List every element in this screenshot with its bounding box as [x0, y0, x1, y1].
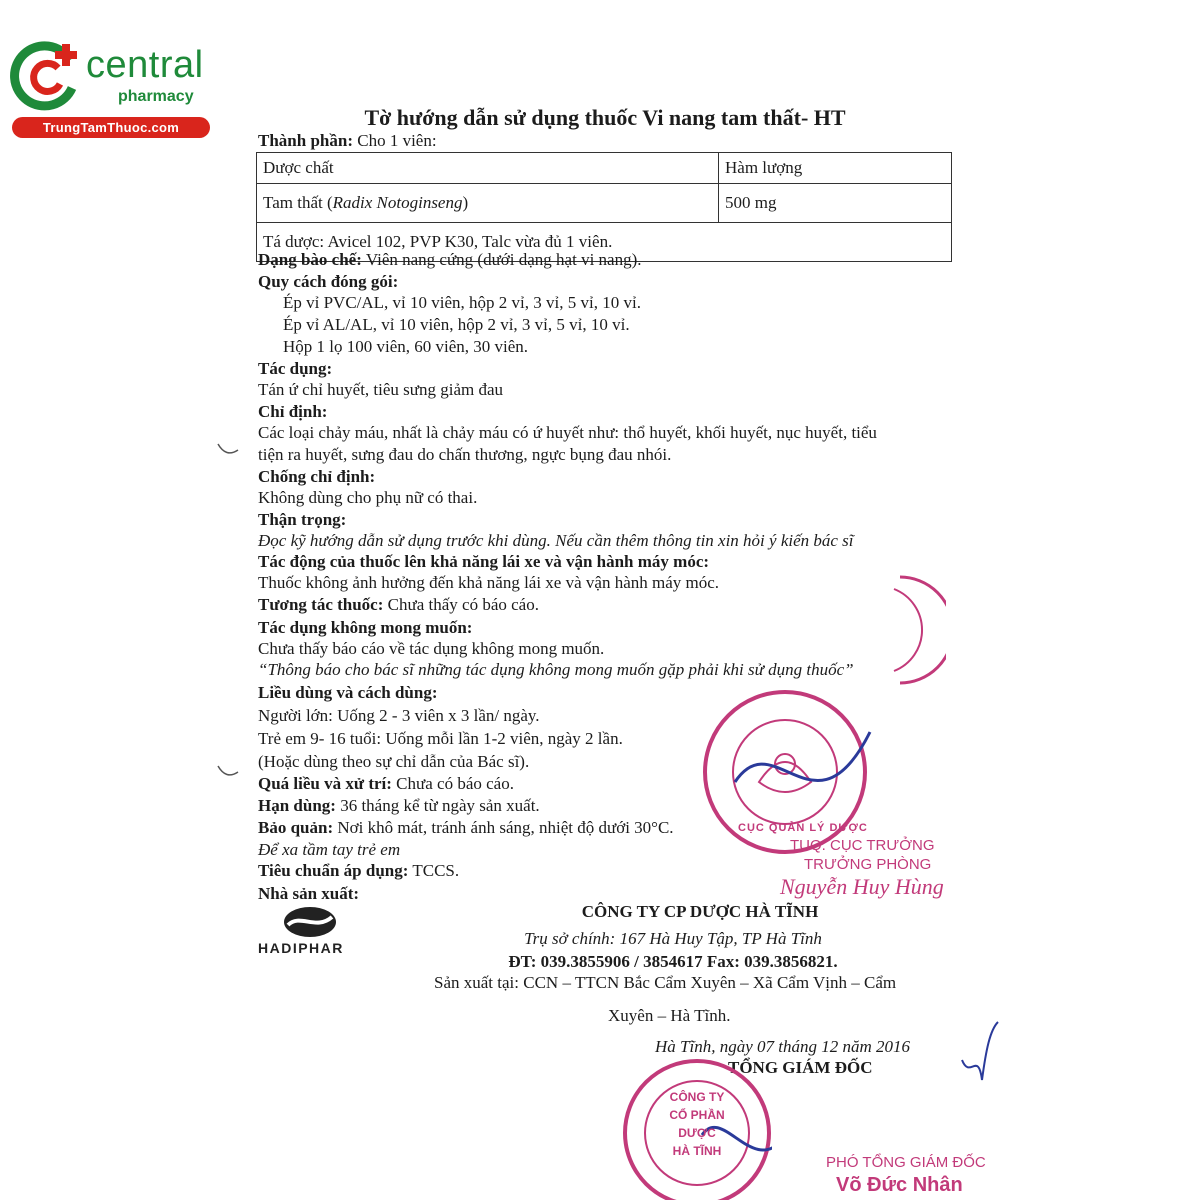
dosage-form-label: Dạng bào chế:: [258, 250, 362, 269]
dosage-label: Liều dùng và cách dùng:: [258, 683, 438, 702]
dosage-form-value: Viên nang cứng (dưới dạng hạt vi nang).: [361, 250, 642, 269]
interactions-line: [258, 595, 539, 615]
deputy-name: Võ Đức Nhân: [836, 1174, 963, 1196]
driving-label: Tác động của thuốc lên khả năng lái xe và vận hành máy móc:: [258, 552, 710, 571]
table-row: [257, 184, 952, 223]
approval-stamp-text: CỤC QUẢN LÝ DƯỢC: [738, 822, 868, 834]
partial-stamp-icon: [890, 575, 946, 685]
expiry-value: 36 tháng kể từ ngày sản xuất.: [335, 796, 540, 815]
interactions-label: Tương tác thuốc:: [258, 595, 384, 614]
central-pharmacy-icon: [10, 38, 86, 114]
packaging-label: Quy cách đóng gói:: [258, 272, 399, 291]
ingredients-table: [256, 152, 952, 262]
storage-line: [258, 818, 674, 838]
packaging-item-1: Ép vỉ PVC/AL, vỉ 10 viên, hộp 2 vỉ, 3 vỉ, 5 vỉ, 10 vỉ.: [283, 293, 641, 312]
expiry-label: Hạn dùng:: [258, 796, 336, 815]
side-effects-value: Chưa thấy báo cáo về tác dụng không mong muốn.: [258, 639, 605, 658]
company-factory-1: Sản xuất tại: CCN – TTCN Bắc Cẩm Xuyên – Xã Cẩm Vịnh – Cẩm: [434, 973, 897, 992]
overdose-value: Chưa có báo cáo.: [391, 774, 514, 793]
precautions-label: Thận trọng:: [258, 510, 347, 529]
driving-value: Thuốc không ảnh hưởng đến khả năng lái xe và vận hành máy móc.: [258, 573, 720, 592]
company-hq: Trụ sở chính: 167 Hà Huy Tập, TP Hà Tĩnh: [524, 929, 822, 948]
composition-value: Cho 1 viên:: [352, 131, 437, 150]
excipient-cell: Tá dược: Avicel 102, PVP K30, Talc vừa đủ 1 viên.: [257, 223, 952, 262]
precautions-value: Đọc kỹ hướng dẫn sử dụng trước khi dùng. Nếu cần thêm thông tin xin hỏi ý kiến bác sĩ: [258, 531, 854, 550]
logo-sub: pharmacy: [118, 88, 194, 105]
indications-line-1: Các loại chảy máu, nhất là chảy máu có ứ huyết như: thổ huyết, khối huyết, nục huyết, tiểu: [258, 423, 877, 442]
logo-site: TrungTamThuoc.com: [12, 117, 210, 138]
signoff-director: TỔNG GIÁM ĐỐC: [728, 1058, 873, 1077]
effects-value: Tán ứ chỉ huyết, tiêu sưng giảm đau: [258, 380, 504, 399]
header-amount: Hàm lượng: [719, 153, 952, 184]
dosage-adults: Người lớn: Uống 2 - 3 viên x 3 lần/ ngày.: [258, 706, 540, 725]
company-factory-2: Xuyên – Hà Tĩnh.: [608, 1006, 731, 1025]
dosage-note: (Hoặc dùng theo sự chỉ dẫn của Bác sĩ).: [258, 752, 530, 771]
substance-latin: Radix Notoginseng: [332, 193, 463, 212]
deputy-title: PHÓ TỔNG GIÁM ĐỐC: [826, 1154, 986, 1171]
approval-stamp-icon: [695, 682, 875, 862]
standard-label: Tiêu chuẩn áp dụng:: [258, 861, 409, 880]
company-phone: ĐT: 039.3855906 / 3854617 Fax: 039.3856821.: [508, 952, 838, 971]
approval-title-2: TRƯỞNG PHÒNG: [804, 856, 932, 873]
substance-cell: [257, 184, 719, 223]
approval-name: Nguyễn Huy Hùng: [780, 874, 944, 899]
company-stamp-text: CÔNG TY CỔ PHẦN DƯỢC HÀ TĨNH: [669, 1090, 725, 1158]
substance-suffix: ): [462, 193, 469, 212]
dosage-form-line: [258, 250, 642, 270]
hadiphar-logo-text: HADIPHAR: [258, 940, 344, 956]
header-substance: Dược chất: [257, 153, 719, 184]
overdose-line: [258, 774, 514, 794]
effects-label: Tác dụng:: [258, 359, 333, 378]
table-header-row: [257, 153, 952, 184]
dosage-children: Trẻ em 9- 16 tuổi: Uống mỗi lần 1-2 viên, ngày 2 lần.: [258, 729, 623, 748]
side-effects-notice: “Thông báo cho bác sĩ những tác dụng không mong muốn gặp phải khi sử dụng thuốc”: [258, 660, 854, 679]
side-effects-label: Tác dụng không mong muốn:: [258, 618, 473, 637]
indications-line-2: tiện ra huyết, sưng đau do chấn thương, ngực bụng đau nhói.: [258, 445, 672, 464]
expiry-line: [258, 796, 540, 816]
standard-value: TCCS.: [408, 861, 460, 880]
composition-line: [258, 131, 437, 151]
indications-label: Chỉ định:: [258, 402, 328, 421]
contraindications-value: Không dùng cho phụ nữ có thai.: [258, 488, 478, 507]
substance-name: Tam thất (: [263, 193, 333, 212]
initial-signature-icon: [960, 1020, 1000, 1090]
company-name: CÔNG TY CP DƯỢC HÀ TĨNH: [581, 902, 819, 921]
signoff-date: Hà Tĩnh, ngày 07 tháng 12 năm 2016: [655, 1037, 910, 1056]
manufacturer-label: Nhà sản xuất:: [258, 884, 360, 903]
children-warning: Để xa tầm tay trẻ em: [258, 840, 401, 859]
storage-value: Nơi khô mát, tránh ánh sáng, nhiệt độ dưới 30°C.: [333, 818, 674, 837]
standard-line: [258, 861, 459, 881]
packaging-item-2: Ép vỉ AL/AL, vỉ 10 viên, hộp 2 vỉ, 3 vỉ, 5 vỉ, 10 vỉ.: [283, 315, 630, 334]
logo-brand: central: [86, 44, 204, 86]
document-title: Tờ hướng dẫn sử dụng thuốc Vi nang tam thất- HT: [364, 105, 846, 130]
overdose-label: Quá liều và xử trí:: [258, 774, 392, 793]
composition-label: Thành phần:: [258, 131, 353, 150]
packaging-item-3: Hộp 1 lọ 100 viên, 60 viên, 30 viên.: [283, 337, 529, 356]
contraindications-label: Chống chỉ định:: [258, 467, 376, 486]
interactions-value: Chưa thấy có báo cáo.: [383, 595, 539, 614]
punch-hole-icon: [216, 762, 240, 782]
punch-hole-icon: [216, 440, 240, 460]
amount-cell: 500 mg: [719, 184, 952, 223]
storage-label: Bảo quản:: [258, 818, 334, 837]
approval-title-1: TUQ. CỤC TRƯỞNG: [790, 837, 935, 854]
